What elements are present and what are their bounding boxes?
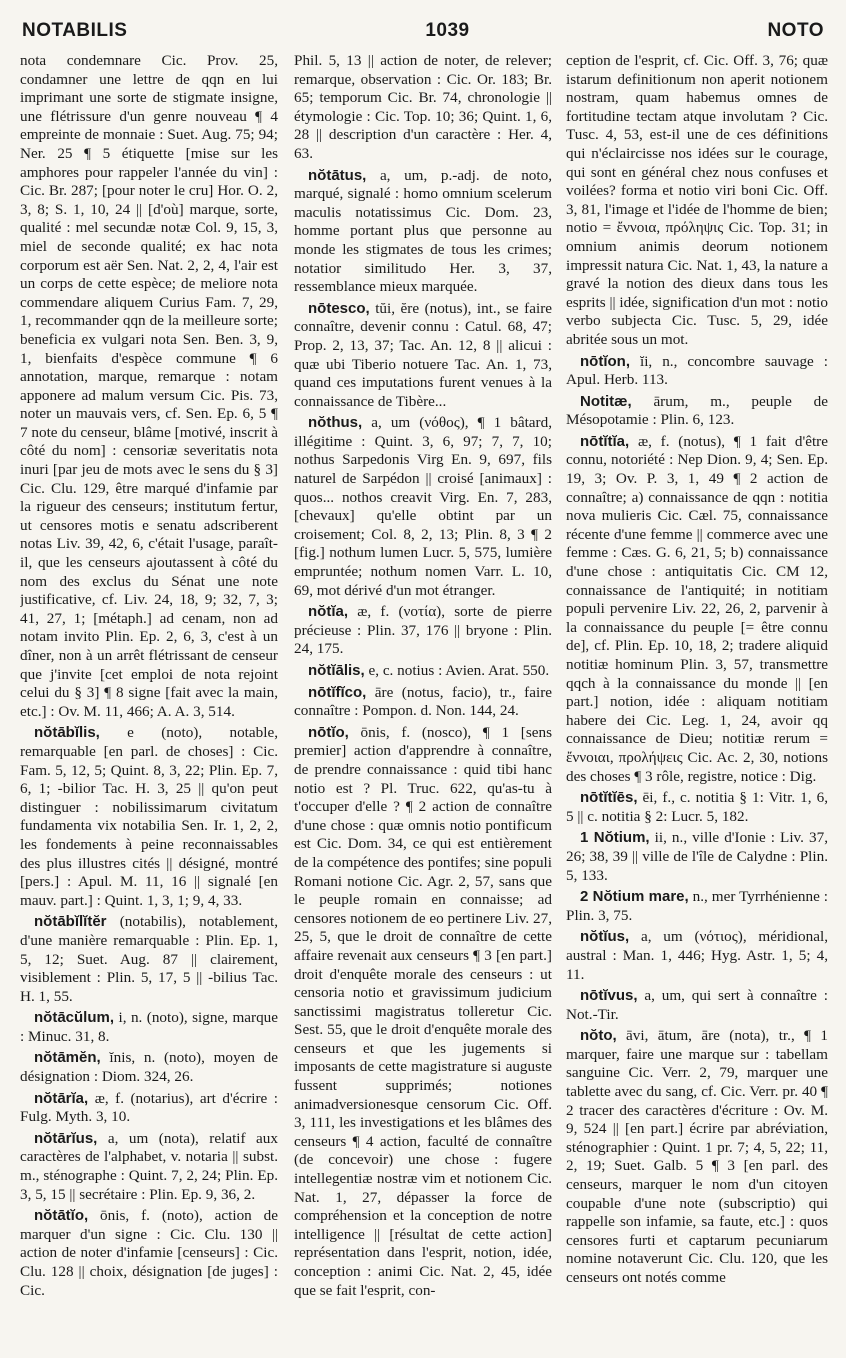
entry-text: æ, f. (νοτία), sorte de pierre précieuse : Plin. 37, 176 || bryone : Plin. 24, 175. (294, 603, 552, 658)
dictionary-entry (294, 603, 552, 659)
entry-text: ĭnis, n. (noto), moyen de désignation : Diom. 324, 26. (20, 1049, 278, 1086)
dictionary-entry (566, 393, 828, 430)
entry-headword: nŏtātus, (308, 166, 367, 184)
entry-text: n., mer Tyrrhénienne : Plin. 3, 75. (566, 888, 828, 924)
entry-headword: nŏtĭus, (580, 928, 630, 946)
entry-text: ōnis, f. (noto), action de marquer d'un signe : Cic. Clu. 130 || action de noter d'infamie [censeurs] : Cic. Clu. 128 || choix, désignation [de juges] : Cic. (20, 1207, 278, 1299)
entry-text: ception de l'esprit, cf. Cic. Off. 3, 76; quæ istarum definitionum non aperit notionem nostram, quam habemus omnes de fortitudine tectam atque involutam ? Cic. Tusc. 4, 53, est-il une de ces définitions qui n'éclaircisse nos idées sur le courage, qui sont en général chez nous confuses et voilées? forma et notio viri boni Cic. Off. 3, 81, l'image et l'idée de l'homme de bien; notio = ἔννοια, πρόληψις Cic. Top. 31; in omnium animis deorum notionem impressit natura Cic. Nat. 1, 43, la nature a gravé la notion des dieux dans tous les esprits || idée, signification d'un mot : notio verbo subjecta Cic. Tusc. 5, 29, idée abritée sous un mot. (566, 52, 828, 348)
dictionary-entry (294, 167, 552, 297)
page-header (22, 14, 824, 48)
entry-text: āre (notus, facio), tr., faire connaître : Pompon. d. Non. 144, 24. (294, 683, 552, 720)
entry-text: e, c. notius : Avien. Arat. 550. (364, 662, 550, 679)
entry-headword: nŏtĭālis, (308, 662, 365, 679)
entry-headword: nōtĭon, (580, 352, 630, 370)
entry-headword: nŏto, (580, 1027, 617, 1045)
page-number: 1039 (425, 20, 470, 41)
entry-text: āvi, ātum, āre (nota), tr., ¶ 1 marquer, faire une marque sur : tabellam sanguine Cic. Verr. 2, 79, marquer une tablette avec du sang, cf. Cic. Verr. pr. 40 ¶ 2 tracer des caractères d'écriture : Ov. M. 9, 524 || [en part.] écrire par abréviation, sténographier : Quint. 1 pr. 7; 4, 5, 22; 11, 2, 19; Suet. Galb. 5 ¶ 3 [en parl. des censeurs, marquer le nom d'un citoyen coupable d'une note (subscriptio) qui rappelle son infamie, sa faute, etc.] : quos censores furti et captarum pecuniarum nomine notaverunt Cic. Clu. 120, que les censeurs ont notés comme (566, 1027, 828, 1286)
entry-headword: nōtĭfĭco, (308, 683, 367, 701)
entry-headword: nōtĭtĭa, (580, 432, 630, 450)
dictionary-entry (20, 1009, 278, 1046)
entry-headword: 1 Nŏtium, (580, 829, 650, 847)
entry-text: (notabilis), notablement, d'une manière remarquable : Plin. Ep. 1, 5, 12; Suet. Aug. 87 || clairement, visiblement : Plin. 5, 17, 5 || -bilius Tac. H. 1, 55. (20, 913, 278, 1005)
column-3 (566, 52, 828, 1352)
entry-text: a, um (νόθος), ¶ 1 bâtard, illégitime : Quint. 3, 6, 97; 7, 7, 10; nothus Sarpedonis Virg En. 9, 697, fils naturel de Sarpédon || croisé [animaux] : quos... nothos creavit Virg. En. 7, 283, [chevaux] qu'elle obtint par un croisement; Col. 8, 2, 13; Plin. 8, 3 ¶ 2 [fig.] nothum lumen Lucr. 5, 575, lumière empruntée; nothum nomen Varr. L. 10, 69, mot dérivé d'un mot étranger. (294, 414, 552, 599)
dictionary-entry (294, 724, 552, 1300)
entry-headword: nŏtābĭlis, (34, 724, 100, 742)
entry-text: ii, n., ville d'Ionie : Liv. 37, 26; 38, 39 || ville de l'île de Calydne : Plin. 5, 133. (566, 829, 828, 884)
dictionary-entry (20, 1090, 278, 1127)
entry-headword: nŏthus, (308, 414, 363, 432)
header-left-word: NOTABILIS (22, 20, 128, 41)
entry-text: a, um, p.-adj. de noto, marqué, signalé : homo omnium scelerum maculis notatissimus Cic. Dom. 23, homme portant plus que personne au monde les stigmates de tous les crimes; notatior similitudo Her. 3, 37, ressemblance mieux marquée. (294, 166, 552, 296)
entry-text: a, um (nota), relatif aux caractères de l'alphabet, v. notaria || subst. m., sténographe : Quint. 7, 2, 24; Plin. Ep. 3, 5, 15 || secrétaire : Plin. Ep. 9, 36, 2. (20, 1129, 278, 1203)
dictionary-entry (20, 1049, 278, 1086)
entry-text: ōnis, f. (nosco), ¶ 1 [sens premier] action d'apprendre à connaître, de prendre connaissance : quid tibi hanc notio est ? Pl. Truc. 622, qu'as-tu à t'occuper d'elle ? ¶ 2 action de connaître d'une chose : quæ omnis notio pontificum est Cic. Dom. 34, ce qui est entièrement de la compétence des pontifes; sine populi Romani notione Cic. Agr. 2, 57, sans que le peuple romain en connaisse; ad censores notionem de eo pertinere Liv. 27, 25, 5, que le droit de connaître de cette affaire revenait aux censeurs ¶ 3 [en part.] droit d'enquête morale des censeurs : ut censoria notio et gravissimum judicium sanctissimi magistratus tolleretur Cic. Sest. 55, que le droit d'enquête morale des censeurs et que les jugements si imposants de cette magistrature si auguste fussent supprimés; notiones animadversionesque censorum Cic. Off. 3, 111, les investigations et les blâmes des censeurs ¶ 4 action, faculté de connaître (de concevoir) une chose : fugere intellegentiæ nostræ vim et notionem Cic. Nat. 1, 27, dépasser la force de compréhension et la conception de notre intelligence || [résultat de cette action] représentation dans l'esprit, notion, idée, conception : animi Cic. Nat. 2, 45, idée que se fait l'esprit, con- (294, 723, 552, 1299)
entry-headword: nōtĭo, (308, 723, 349, 741)
dictionary-entry (20, 724, 278, 910)
dictionary-entry (566, 353, 828, 390)
column-1 (20, 52, 278, 1352)
entry-text: tŭi, ĕre (notus), int., se faire connaître, devenir connu : Catul. 68, 47; Prop. 2, 13, 37; Tac. An. 12, 8 || alicui : quæ ubi Tiberio notuere Tac. An. 1, 73, quand ces imputations furent venues à la connaissance de Tibère... (294, 299, 552, 410)
dictionary-entry (566, 987, 828, 1024)
dictionary-entry (566, 52, 828, 350)
dictionary-entry (294, 52, 552, 164)
dictionary-entry (566, 888, 828, 925)
entry-headword: Notitæ, (580, 392, 632, 410)
dictionary-entry (294, 662, 552, 681)
dictionary-entry (20, 1207, 278, 1300)
dictionary-entry (20, 913, 278, 1006)
entry-headword: nōtesco, (308, 299, 370, 317)
entry-headword: 2 Nŏtium mare, (580, 888, 689, 906)
entry-text: i, n. (noto), signe, marque : Minuc. 31, 8. (20, 1009, 278, 1045)
dictionary-entry (20, 1130, 278, 1204)
entry-headword: nŏtātĭo, (34, 1207, 89, 1225)
entry-headword: nōtĭvus, (580, 987, 638, 1005)
entry-headword: nŏtārĭa, (34, 1089, 89, 1107)
header-right-word: NOTO (767, 20, 824, 41)
entry-headword: nŏtārĭus, (34, 1129, 98, 1147)
entry-text: e (noto), notable, remarquable [en parl. de choses] : Cic. Fam. 5, 12, 5; Quint. 8, 3, 22; Plin. Ep. 7, 6, 1; -bilior Tac. H. 3, 25 || qu'on peut distinguer : nobilissimarum civitatum fundamenta vix notabilia Sen. Ir. 1, 2, 2, les fondements à peine reconnaissables des plus illustres cités || désigné, montré [pers.] : Apul. M. 11, 16 || signalé [en mauv. part.] : Quint. 1, 3, 1; 9, 4, 33. (20, 724, 278, 909)
entry-headword: nōtĭtĭēs, (580, 789, 638, 807)
entry-text: ārum, m., peuple de Mésopotamie : Plin. 6, 123. (566, 392, 828, 429)
dictionary-entry (566, 1027, 828, 1287)
entry-text: ēi, f., c. notitia § 1: Vitr. 1, 6, 5 || c. notitia § 2: Lucr. 5, 182. (566, 789, 828, 825)
dictionary-entry (566, 789, 828, 826)
dictionary-entry (294, 300, 552, 412)
entry-text: Phil. 5, 13 || action de noter, de relever; remarque, observation : Cic. Or. 183; Br. 65; temporum Cic. Br. 74, chronologie || étymologie : Cic. Top. 10; 36; Quint. 1, 6, 28 || description d'un caractère : Her. 4, 63. (294, 52, 552, 162)
entry-text: æ, f. (notus), ¶ 1 fait d'être connu, notoriété : Nep Dion. 9, 4; Sen. Ep. 19, 3; Ov. P. 3, 1, 49 ¶ 2 action de connaître; a) connaissance de qqn : notitia nova mulieris Cic. Cæl. 75, connaissance récente d'une femme || commerce avec une femme : Cæs. G. 6, 21, 5; b) connaissance d'une chose : antiquitatis Cic. CM 12, connaissance de l'antiquité; in notitiam populi pervenire Liv. 22, 26, 2, parvenir à la connaissance du peuple [= être connu de], cf. Plin. Ep. 10, 18, 2; tradere aliquid notitiæ hominum Plin. 3, 57, transmettre qqch à la connaissance du monde || [en part.] notion, idée : aliquam notitiam habere dei Cic. Leg. 1, 24, avoir qq connaissance de Dieu; notitiæ rerum = ἔννοιαι, προλήψεις Cic. Ac. 2, 30, notions des choses ¶ 3 rôle, registre, notice : Dig. (566, 432, 828, 785)
entry-text: nota condemnare Cic. Prov. 25, condamner une lettre de qqn en lui imprimant une sorte de stigmate insigne, une flétrissure d'un genre nouveau ¶ 4 empreinte de monnaie : Suet. Aug. 75; 94; Ner. 25 ¶ 5 étiquette [mise sur les amphores pour rappeler l'année du vin] : Cic. Br. 287; [pour noter le cru] Hor. O. 2, 3, 8; S. 1, 10, 24 || [d'où] marque, sorte, qualité : mel secundæ notæ Col. 9, 15, 3, miel de seconde qualité; ex hac nota corporum est aër Sen. Nat. 2, 2, 4, l'air est un corps de cette espèce; de meliore nota commendare aliquem Curius Fam. 7, 29, 1, recommander qqn de la meilleure sorte; beneficia ex vulgari nota Sen. Ben. 3, 9, 1, bienfaits d'espèce commune ¶ 6 annotation, marque, remarque : notam apponere ad malum versum Cic. Pis. 73, noter un mauvais vers, cf. Sen. Ep. 6, 5 ¶ 7 note du censeur, blâme [motivé, inscrit à côté du nom] : censoriæ severitatis nota inuri [par jeu de mots avec le sens du § 3] Cic. Clu. 129, être marqué d'infamie par la rigueur des censeurs; institutum fertur, ut censores motis e senatu adscriberent notas Liv. 39, 42, 6, c'était l'usage, paraît-il, que les censeurs ajoutassent à côté du nom des exclus du Sénat une note justificative, cf. Liv. 24, 18, 9; 32, 7, 3; 41, 27, 1; [métaph.] ad cenam, non ad notam invito Plin. Ep. 2, 6, 3, c'est à un dîner, non à un arrêt flétrissant de censeur que j'invite [cet emploi de nota rejoint celui du § 3] ¶ 8 signe [fait avec la main, etc.] : Ov. M. 11, 466; A. A. 3, 514. (20, 52, 278, 720)
dictionary-entry (20, 52, 278, 721)
entry-text: a, um, qui sert à connaître : Not.-Tir. (566, 987, 828, 1023)
entry-text: ĭi, n., concombre sauvage : Apul. Herb. 113. (566, 352, 828, 389)
entry-headword: nŏtācŭlum, (34, 1009, 115, 1027)
dictionary-entry (566, 928, 828, 984)
entry-headword: nŏtāmĕn, (34, 1049, 101, 1067)
dictionary-entry (566, 829, 828, 885)
dictionary-entry (294, 684, 552, 721)
entry-text: æ, f. (notarius), art d'écrire : Fulg. Myth. 3, 10. (20, 1089, 278, 1126)
dictionary-entry (566, 433, 828, 786)
entry-headword: nŏtābĭlĭtĕr (34, 913, 107, 931)
column-2 (294, 52, 552, 1352)
dictionary-entry (294, 414, 552, 600)
entry-text: a, um (νότιος), méridional, austral : Man. 1, 446; Hyg. Astr. 1, 5; 4, 11. (566, 928, 828, 983)
entry-headword: nŏtĭa, (308, 603, 348, 621)
